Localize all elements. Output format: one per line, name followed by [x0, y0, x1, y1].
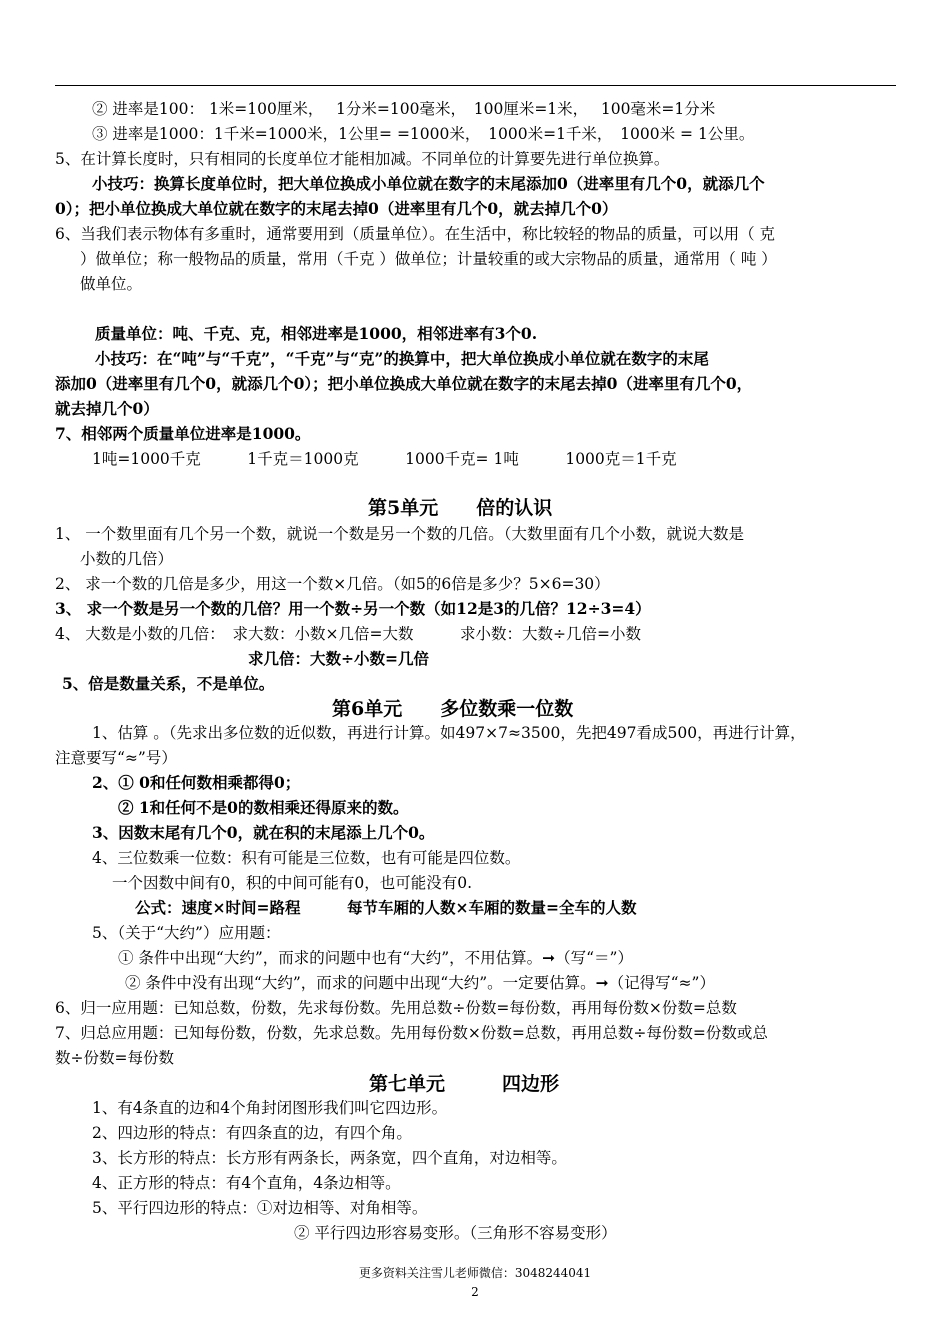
- top-rule: [55, 85, 896, 86]
- text-line: 就去掉几个0）: [55, 399, 159, 418]
- text-line: 小数的几倍）: [80, 550, 174, 568]
- text-line: ③ 进率是1000：1千米=1000米，1公里= =1000米， 1000米=1千米， 1000米 = 1公里。: [92, 125, 755, 143]
- text-line: ② 平行四边形容易变形。（三角形不容易变形）: [294, 1224, 617, 1242]
- text-line: ② 条件中没有出现“大约”，而求的问题中出现“大约”。一定要估算。➞（记得写“≈”）: [125, 974, 715, 992]
- text-line: 小技巧：在“吨”与“千克”，“千克”与“克”的换算中，把大单位换成小单位就在数字的末尾: [95, 349, 709, 368]
- footer-note: 更多资料关注雪儿老师微信：3048244041: [358, 1266, 592, 1280]
- text-line: 3、 求一个数是另一个数的几倍？用一个数÷另一个数（如12是3的几倍？12÷3=4）: [55, 599, 651, 618]
- text-line: 2、① 0和任何数相乘都得0；: [92, 773, 301, 792]
- section-heading: 第6单元 多位数乘一位数: [332, 698, 574, 720]
- section-heading: 第七单元 四边形: [369, 1073, 560, 1095]
- text-line: 1、 一个数里面有几个另一个数，就说一个数是另一个数的几倍。（大数里面有几个小数，就说大数是: [55, 525, 745, 543]
- text-line: ）做单位；称一般物品的质量，常用（千克 ）做单位；计量较重的或大宗物品的质量，通常用（ 吨 ）: [80, 250, 777, 268]
- text-line: 3、长方形的特点：长方形有两条长，两条宽，四个直角，对边相等。: [92, 1149, 567, 1167]
- text-line: 做单位。: [80, 275, 143, 293]
- text-line: 添加0（进率里有几个0，就添几个0）；把小单位换成大单位就在数字的末尾去掉0（进率里有几个0，: [55, 374, 753, 393]
- text-line: 7、相邻两个质量单位进率是1000。: [55, 424, 311, 443]
- text-line: 1吨=1000千克 1千克＝1000克 1000千克= 1吨 1000克＝1千克: [92, 450, 677, 468]
- text-line: 小技巧：换算长度单位时，把大单位换成小单位就在数字的末尾添加0（进率里有几个0，就添几个: [92, 174, 765, 193]
- text-line: 6、归一应用题：已知总数，份数，先求每份数。先用总数÷份数=每份数，再用每份数×份数=总数: [55, 999, 737, 1017]
- text-line: 4、三位数乘一位数：积有可能是三位数，也有可能是四位数。: [92, 849, 521, 867]
- text-line: 公式：速度×时间=路程 每节车厢的人数×车厢的数量=全车的人数: [135, 898, 637, 917]
- text-line: ① 条件中出现“大约”，而求的问题中也有“大约”，不用估算。➞（写“＝”）: [118, 949, 633, 967]
- text-line: 求几倍：大数÷小数=几倍: [248, 649, 429, 668]
- text-line: 5、（关于“大约”）应用题：: [92, 924, 281, 942]
- text-line: 0）；把小单位换成大单位就在数字的末尾去掉0（进率里有几个0，就去掉几个0）: [55, 199, 618, 218]
- text-line: 6、当我们表示物体有多重时，通常要用到（质量单位）。在生活中，称比较轻的物品的质量，可以用（ 克: [55, 225, 776, 243]
- section-heading: 第5单元 倍的认识: [368, 497, 553, 519]
- text-line: 质量单位：吨、千克、克，相邻进率是1000，相邻进率有3个0.: [95, 324, 538, 343]
- text-line: 4、正方形的特点：有4个直角，4条边相等。: [92, 1174, 401, 1192]
- text-line: 1、估算 。（先求出多位数的近似数，再进行计算。如497×7≈3500，先把497看成500，再进行计算，: [92, 724, 806, 742]
- text-line: 5、倍是数量关系，不是单位。: [62, 674, 275, 693]
- text-line: 数÷份数=每份数: [55, 1049, 174, 1067]
- text-line: 5、在计算长度时，只有相同的长度单位才能相加减。不同单位的计算要先进行单位换算。: [55, 150, 670, 168]
- text-line: 1、有4条直的边和4个角封闭图形我们叫它四边形。: [92, 1099, 448, 1117]
- text-line: 3、因数末尾有几个0，就在积的末尾添上几个0。: [92, 823, 435, 842]
- text-line: ② 进率是100： 1米=100厘米， 1分米=100毫米， 100厘米=1米， 100毫米=1分米: [92, 100, 716, 118]
- text-line: 2、四边形的特点：有四条直的边，有四个角。: [92, 1124, 412, 1142]
- text-line: 4、 大数是小数的几倍： 求大数：小数×几倍=大数 求小数：大数÷几倍=小数: [55, 625, 641, 643]
- text-line: 5、平行四边形的特点：①对边相等、对角相等。: [92, 1199, 428, 1217]
- text-line: 注意要写“≈”号）: [55, 749, 177, 767]
- text-line: 7、归总应用题：已知每份数，份数，先求总数。先用每份数×份数=总数，再用总数÷每份数=份数或总: [55, 1024, 768, 1042]
- text-line: 2、 求一个数的几倍是多少，用这一个数×几倍。（如5的6倍是多少？5×6=30）: [55, 575, 610, 593]
- text-line: 一个因数中间有0，积的中间可能有0，也可能没有0.: [112, 874, 473, 892]
- page-number: 2: [471, 1285, 479, 1299]
- text-line: ② 1和任何不是0的数相乘还得原来的数。: [118, 798, 409, 817]
